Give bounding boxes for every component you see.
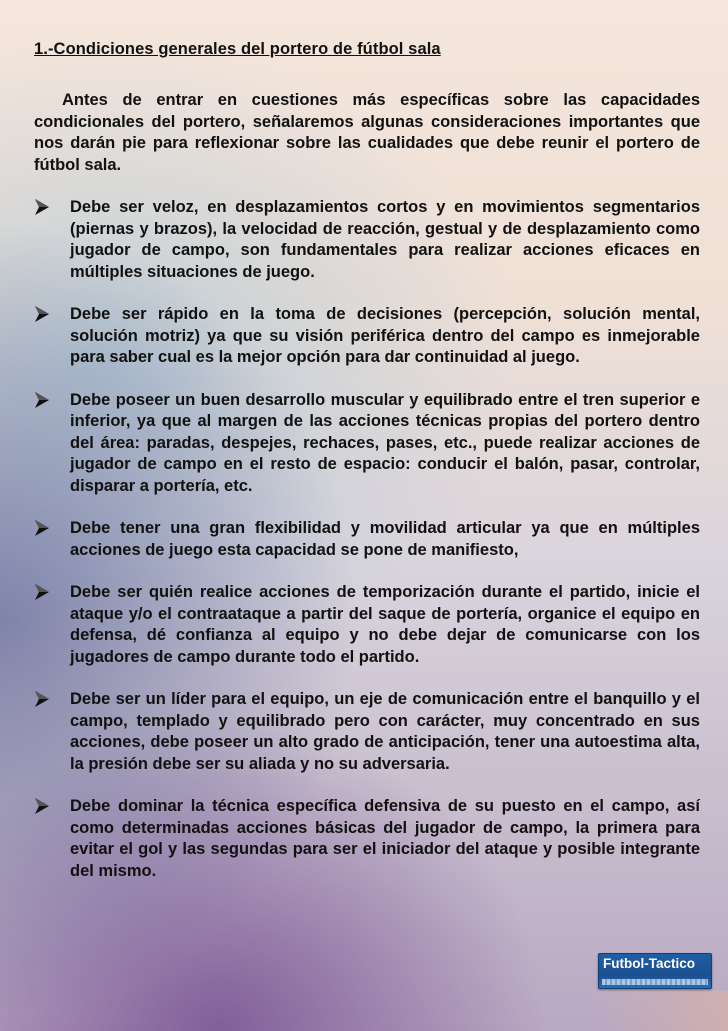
page-title: 1.-Condiciones generales del portero de fútbol sala	[34, 40, 441, 58]
arrow-bullet-icon	[34, 305, 50, 323]
logo-strip	[602, 979, 708, 985]
futbol-tactico-logo	[598, 953, 712, 989]
list-item	[34, 390, 700, 498]
list-item	[34, 689, 700, 775]
bullet-list	[34, 197, 700, 882]
logo-text: Futbol-Tactico	[603, 956, 695, 971]
list-item	[34, 304, 700, 369]
list-item	[34, 518, 700, 561]
arrow-bullet-icon	[34, 198, 50, 216]
bullet-text: Debe dominar la técnica específica defensiva de su puesto en el campo, así como determinadas acciones básicas del jugador de campo, la primera para evitar el gol y las segundas para ser el iniciador del ataque y posible integrante del mismo.	[70, 797, 700, 880]
intro-paragraph: Antes de entrar en cuestiones más específicas sobre las capacidades condicionales del portero, señalaremos algunas consideraciones importantes que nos darán pie para reflexionar sobre las cualidades que debe reunir el portero de fútbol sala.	[34, 91, 700, 174]
corner-decoration	[598, 991, 728, 1031]
document-body	[34, 90, 700, 903]
arrow-bullet-icon	[34, 391, 50, 409]
list-item	[34, 796, 700, 882]
bullet-text: Debe tener una gran flexibilidad y movilidad articular ya que en múltiples acciones de juego esta capacidad se pone de manifiesto,	[70, 519, 700, 559]
bullet-text: Debe ser rápido en la toma de decisiones (percepción, solución mental, solución motriz) ya que su visión periférica dentro del campo es inmejorable para saber cual es la mejor opción para dar continuidad al juego.	[70, 305, 700, 366]
arrow-bullet-icon	[34, 797, 50, 815]
list-item	[34, 582, 700, 668]
bullet-text: Debe poseer un buen desarrollo muscular y equilibrado entre el tren superior e inferior, ya que al margen de las acciones técnicas propias del portero dentro del área: paradas, despejes, rechaces, pases, etc., puede realizar acciones de jugador de campo en el resto de espacio: conducir el balón, pasar, controlar, disparar a portería, etc.	[70, 390, 700, 495]
arrow-bullet-icon	[34, 519, 50, 537]
list-item	[34, 197, 700, 283]
bullet-text: Debe ser quién realice acciones de temporización durante el partido, inicie el ataque y/o el contraataque a partir del saque de portería, organice el equipo en defensa, dé confianza al equipo y no debe dejar de comunicarse con los jugadores de campo durante todo el partido.	[70, 583, 700, 666]
bullet-text: Debe ser un líder para el equipo, un eje de comunicación entre el banquillo y el campo, templado y equilibrado pero con carácter, muy concentrado en sus acciones, debe poseer un alto grado de anticipación, tener una autoestima alta, la presión debe ser su aliada y no su adversaria.	[70, 690, 700, 773]
bullet-text: Debe ser veloz, en desplazamientos cortos y en movimientos segmentarios (piernas y brazos), la velocidad de reacción, gestual y de desplazamiento como jugador de campo, son fundamentales para realizar acciones eficaces en múltiples situaciones de juego.	[70, 198, 700, 281]
arrow-bullet-icon	[34, 690, 50, 708]
arrow-bullet-icon	[34, 583, 50, 601]
